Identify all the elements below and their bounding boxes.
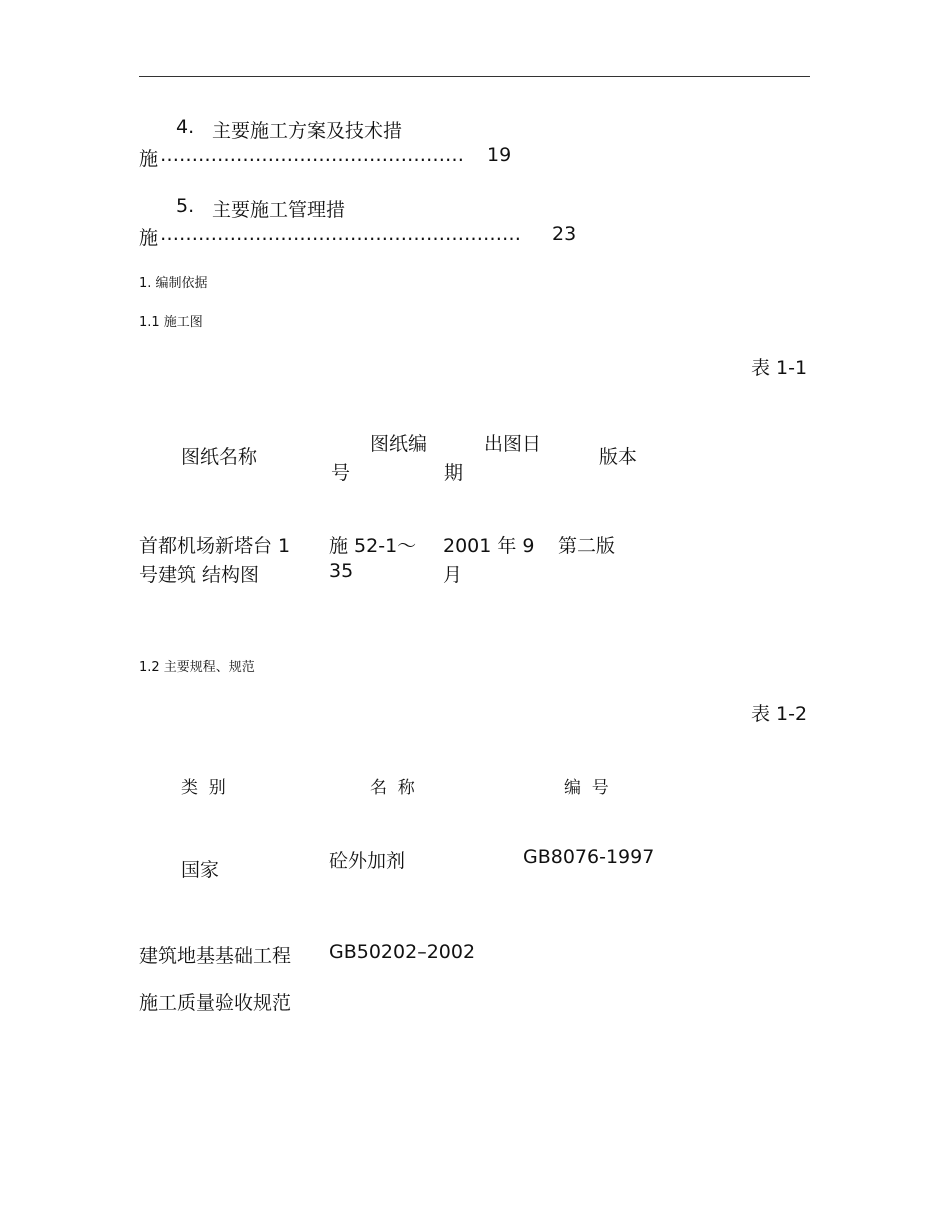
toc-item-4-title-cont: 施 bbox=[139, 148, 159, 170]
table-1-2-label: 表 1-2 bbox=[751, 703, 808, 725]
table-1-2-row2-code: GB50202–2002 bbox=[329, 941, 476, 963]
table-1-2-header-code: 编 号 bbox=[564, 778, 609, 798]
toc-item-4-page: 19 bbox=[487, 144, 512, 166]
table-1-1-header-drawing-no-cont: 号 bbox=[331, 462, 351, 484]
toc-item-5-number: 5. bbox=[176, 195, 195, 217]
table-1-2-row2-name-cont: 施工质量验收规范 bbox=[139, 992, 292, 1014]
table-1-1-cell-number-cont: 35 bbox=[329, 560, 354, 582]
table-1-1-header-issue-date-cont: 期 bbox=[444, 462, 464, 484]
table-1-2-row2-name: 建筑地基基础工程 bbox=[139, 945, 292, 967]
table-1-1-header-issue-date: 出图日 bbox=[484, 433, 542, 455]
table-1-1-cell-date: 2001 年 9 bbox=[443, 535, 535, 557]
section-1-1-heading: 1.1 施工图 bbox=[139, 315, 203, 330]
table-1-2-row1-code: GB8076-1997 bbox=[523, 846, 655, 868]
table-1-1-header-drawing-no: 图纸编 bbox=[370, 433, 428, 455]
toc-item-5-title: 主要施工管理措 bbox=[212, 199, 346, 221]
table-1-1-cell-number: 施 52-1～ bbox=[329, 535, 417, 557]
table-1-1-header-drawing-name: 图纸名称 bbox=[181, 446, 258, 468]
section-1-2-heading: 1.2 主要规程、规范 bbox=[139, 660, 255, 675]
toc-item-5-title-cont: 施 bbox=[139, 227, 159, 249]
toc-item-4-title: 主要施工方案及技术措 bbox=[212, 120, 403, 142]
table-1-2-row1-category: 国家 bbox=[181, 859, 220, 881]
toc-item-5-page: 23 bbox=[552, 223, 577, 245]
table-1-1-label: 表 1-1 bbox=[751, 357, 808, 379]
table-1-2-header-category: 类 别 bbox=[181, 778, 226, 798]
table-1-1-cell-name-cont: 号建筑 结构图 bbox=[139, 564, 260, 586]
toc-item-4-leader: ………………………………………… bbox=[160, 144, 464, 166]
table-1-1-cell-name: 首都机场新塔台 1 bbox=[139, 535, 291, 557]
header-rule bbox=[139, 76, 810, 77]
toc-item-5-leader: ………………………………………………… bbox=[160, 223, 521, 245]
table-1-1-cell-version: 第二版 bbox=[558, 535, 616, 557]
table-1-2-row1-name: 砼外加剂 bbox=[329, 850, 406, 872]
table-1-1-header-version: 版本 bbox=[599, 446, 638, 468]
table-1-1-cell-date-cont: 月 bbox=[443, 564, 463, 586]
section-1-heading: 1. 编制依据 bbox=[139, 276, 208, 291]
toc-item-4-number: 4. bbox=[176, 116, 195, 138]
table-1-2-header-name: 名 称 bbox=[370, 778, 415, 798]
